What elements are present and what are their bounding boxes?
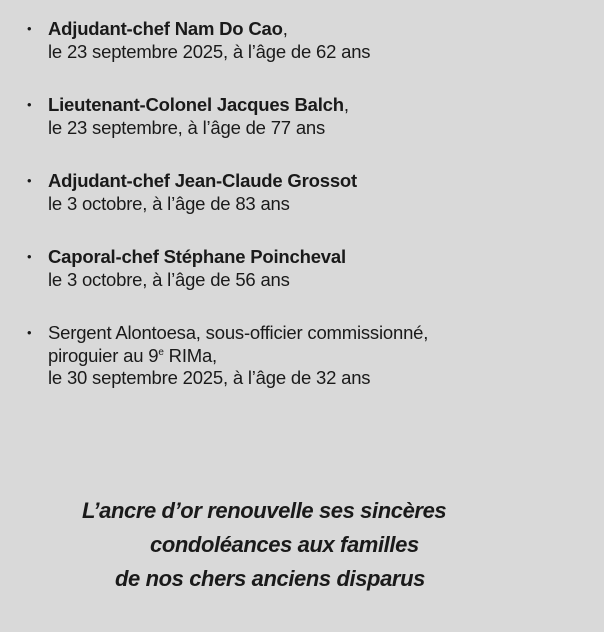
entry-name-line: [48, 94, 604, 117]
entry-name: Adjudant-chef Nam Do Cao: [48, 18, 283, 39]
list-item: [0, 94, 604, 139]
deceased-list: [0, 18, 604, 421]
entry-line-1: Sergent Alontoesa, sous-officier commissionné,: [48, 322, 429, 343]
ordinal-superscript: e: [158, 346, 164, 358]
closing-line-3: de nos chers anciens disparus: [115, 566, 425, 591]
bullet: •: [27, 249, 32, 264]
entry-detail: le 23 septembre, à l’âge de 77 ans: [48, 116, 326, 138]
bullet: •: [27, 173, 32, 188]
list-item: [0, 322, 604, 390]
entry-name-line: [48, 170, 604, 193]
list-item: [0, 170, 604, 215]
entry-name: Adjudant-chef Jean-Claude Grossot: [48, 170, 357, 191]
closing-line-1: L’ancre d’or renouvelle ses sincères: [82, 498, 447, 523]
entry-detail: le 23 septembre 2025, à l’âge de 62 ans: [48, 40, 371, 62]
bullet: •: [27, 21, 32, 36]
entry-line-2-post: RIMa,: [163, 344, 217, 366]
entry-name: Lieutenant-Colonel Jacques Balch: [48, 94, 344, 115]
entry-detail: le 3 octobre, à l’âge de 56 ans: [48, 268, 290, 290]
bullet: •: [27, 97, 32, 112]
closing-message: [0, 494, 604, 596]
entry-line-2-pre: piroguier au 9: [48, 344, 159, 366]
entry-name: Caporal-chef Stéphane Poincheval: [48, 246, 346, 267]
entry-name-suffix: ,: [343, 94, 349, 115]
entry-line-2: [48, 345, 604, 368]
entry-name-suffix: ,: [282, 18, 288, 39]
entry-detail: le 30 septembre 2025, à l’âge de 32 ans: [48, 367, 371, 388]
entry-name-line: [48, 18, 604, 41]
list-item: [0, 246, 604, 291]
closing-line-2: condoléances aux familles: [150, 532, 419, 557]
entry-name-line: [48, 246, 604, 269]
bullet: •: [27, 325, 32, 340]
list-item: [0, 18, 604, 63]
entry-detail: le 3 octobre, à l’âge de 83 ans: [48, 192, 290, 214]
